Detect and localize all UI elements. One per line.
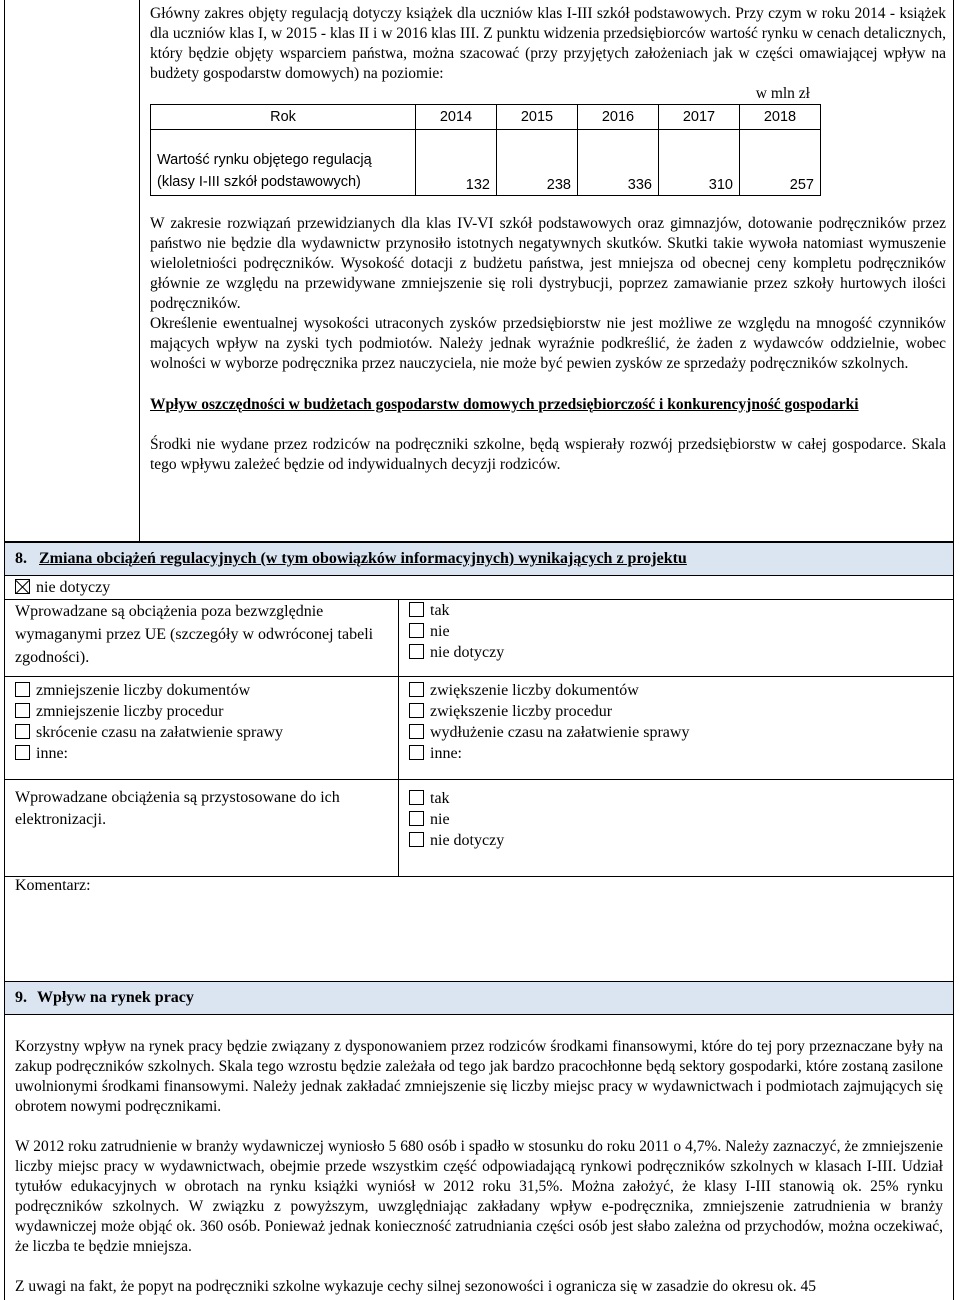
table-header-label: Rok (151, 105, 416, 130)
labour-paragraph-3: Z uwagi na fakt, że popyt na podręczniki szkolne wykazuje cechy silnej sezonowości i ogranicza się w zasadzie do okresu ok. 45 (15, 1278, 816, 1295)
intro-paragraph: Główny zakres objęty regulacją dotyczy książek dla uczniów klas I-III szkół podstawowych. Przy czym w roku 2014 - książek dla uczniów klas I, w 2015 - klas II i w 2016 klas III. Z punktu widzenia przedsiębiorców wartość rynku w cenach detalicznych, który będzie objęty wsparciem państwa, można szacować (przy przyjętych założeniach jak w części omawiającej wpływ na budżety gospodarstw domowych) na poziomie: (150, 5, 946, 82)
divider (398, 599, 399, 877)
checkbox[interactable] (409, 790, 424, 805)
checkbox[interactable] (409, 724, 424, 739)
q2-option-yes[interactable]: tak (409, 788, 504, 809)
section-9 (4, 981, 954, 1300)
year-2018: 2018 (740, 105, 821, 130)
year-2017: 2017 (659, 105, 740, 130)
q1-option-na[interactable]: nie dotyczy (409, 642, 504, 663)
checkbox[interactable] (15, 682, 30, 697)
not-applicable-row (15, 577, 110, 598)
q1-option-yes[interactable]: tak (409, 600, 504, 621)
paragraph-lost-profits: Określenie ewentualnej wysokości utraconych zysków przedsiębiorstw nie jest możliwe ze względu na mnogość czynników mających wpływ na zyski tych podmiotów. Należy jednak wyraźnie podkreślić, że żaden z wydawców oddzielnie, wobec wolności w wyborze podręcznika przez nauczyciela, nie może być pewien zysków ze sprzedaży podręczników szkolnych. (150, 315, 946, 372)
section-8-header (5, 543, 953, 576)
burden-decrease-options (15, 680, 283, 764)
section-8-title: Zmiana obciążeń regulacyjnych (w tym obowiązków informacyjnych) wynikających z projektu (39, 550, 687, 567)
year-2014: 2014 (416, 105, 497, 130)
option-other-left[interactable]: inne: (15, 743, 283, 764)
labour-paragraph-2: W 2012 roku zatrudnienie w branży wydawniczej wyniosło 5 680 osób i spadło w stosunku do roku 2011 o 4,7%. Należy zaznaczyć, że zmniejszenie liczby miejsc pracy w wydawnictwach, obejmie przede wszystkim część odpowiadającą rynkowi podręczników szkolnych w klasach I-III. Udział tytułów edukacyjnych w obrotach na rynku książki wyniósł w 2012 roku 31,5%. Można założyć, że klasy I-III stanowią ok. 25% rynku podręczników szkolnych. W związku z powyższym, uwzględniając zakładany wpływ e-podręcznika, zmniejszenie zatrudnienia w branży wydawniczej może objąć ok. 360 osób. Ponieważ jednak konieczność zatrudniania części osób jest słabo zależna od przychodów, można oczekiwać, że liczba te będzie mniejsza. (15, 1138, 943, 1255)
value-2015: 238 (497, 130, 578, 196)
divider (5, 676, 953, 677)
checkbox[interactable] (409, 745, 424, 760)
paragraph-parent-savings: Środki nie wydane przez rodziców na podręczniki szkolne, będą wspierały rozwój przedsiębiorstw w całej gospodarce. Skala tego wpływu zależeć będzie od indywidualnych decyzji rodziców. (150, 436, 946, 473)
subheading-savings: Wpływ oszczędności w budżetach gospodarstw domowych przedsiębiorczość i konkurencyjność gospodarki (150, 396, 859, 413)
q1-question: Wprowadzane są obciążenia poza bezwzględnie wymaganymi przez UE (szczegóły w odwróconej tabeli zgodności). (15, 603, 374, 666)
value-2014: 132 (416, 130, 497, 196)
checkbox[interactable] (15, 724, 30, 739)
year-2015: 2015 (497, 105, 578, 130)
checkbox[interactable] (409, 703, 424, 718)
option-fewer-procedures[interactable]: zmniejszenie liczby procedur (15, 701, 283, 722)
checkbox[interactable] (409, 623, 424, 638)
checkbox[interactable] (409, 811, 424, 826)
section-8 (4, 542, 954, 982)
q1-option-no[interactable]: nie (409, 621, 504, 642)
market-impact-cell (139, 0, 954, 542)
q2-question: Wprowadzane obciążenia są przystosowane do ich elektronizacji. (15, 789, 340, 828)
row-label: Wartość rynku objętego regulacją (klasy I-III szkół podstawowych) (151, 130, 416, 196)
section-9-header (5, 982, 953, 1015)
year-2016: 2016 (578, 105, 659, 130)
checkbox[interactable] (409, 602, 424, 617)
option-fewer-documents[interactable]: zmniejszenie liczby dokumentów (15, 680, 283, 701)
value-2018: 257 (740, 130, 821, 196)
q1-options (409, 600, 504, 663)
not-applicable-label: nie dotyczy (36, 579, 111, 596)
checkbox[interactable] (409, 644, 424, 659)
divider (5, 876, 953, 877)
value-2017: 310 (659, 130, 740, 196)
market-value-table (150, 104, 821, 196)
comment-label: Komentarz: (15, 877, 91, 894)
checkbox[interactable] (15, 745, 30, 760)
paragraph-dotations: W zakresie rozwiązań przewidzianych dla klas IV-VI szkół podstawowych oraz gimnazjów, dotowanie podręczników przez państwo nie będzie dla wydawnictw przynosiło istotnych negatywnych skutków. Skutki takie wywoła natomiast wymuszenie wieloletniości podręczników. Wysokość dotacji z budżetu państwa, jest mniejsza od obecnej ceny kompletu podręczników głównie ze względu na przewidywane zmniejszenie się roli dystrybucji, poprzez zamawianie przez szkoły hurtowych ilości podręczników. (150, 215, 946, 312)
left-margin-column (4, 0, 140, 542)
option-more-documents[interactable]: zwiększenie liczby dokumentów (409, 680, 689, 701)
option-other-right[interactable]: inne: (409, 743, 689, 764)
not-applicable-checkbox[interactable] (15, 579, 30, 594)
option-longer-time[interactable]: wydłużenie czasu na załatwienie sprawy (409, 722, 689, 743)
q2-options (409, 788, 504, 851)
burden-increase-options (409, 680, 689, 764)
checkbox[interactable] (409, 682, 424, 697)
q2-option-no[interactable]: nie (409, 809, 504, 830)
checkbox[interactable] (409, 832, 424, 847)
section-9-title: Wpływ na rynek pracy (37, 989, 194, 1006)
option-shorter-time[interactable]: skrócenie czasu na załatwienie sprawy (15, 722, 283, 743)
unit-label: w mln zł (755, 85, 810, 102)
labour-paragraph-1: Korzystny wpływ na rynek pracy będzie związany z dysponowaniem przez rodziców środkami finansowymi, które do tej pory przeznaczane były na zakup podręczników szkolnych. Skala tego wzrostu będzie zależała od tego jak bardzo pracochłonne będą sektory gospodarki, które zostaną zasilone uwolnionymi środkami finansowymi. Należy jednak zakładać zmniejszenie się liczby miejsc pracy w wydawnictwach i podmiotach zajmujących się obrotem nowymi podręcznikami. (15, 1038, 943, 1115)
divider (5, 779, 953, 780)
section-8-number: 8. (15, 550, 27, 567)
q2-option-na[interactable]: nie dotyczy (409, 830, 504, 851)
value-2016: 336 (578, 130, 659, 196)
document-page (4, 0, 954, 1300)
section-9-number: 9. (15, 989, 27, 1006)
checkbox[interactable] (15, 703, 30, 718)
option-more-procedures[interactable]: zwiększenie liczby procedur (409, 701, 689, 722)
